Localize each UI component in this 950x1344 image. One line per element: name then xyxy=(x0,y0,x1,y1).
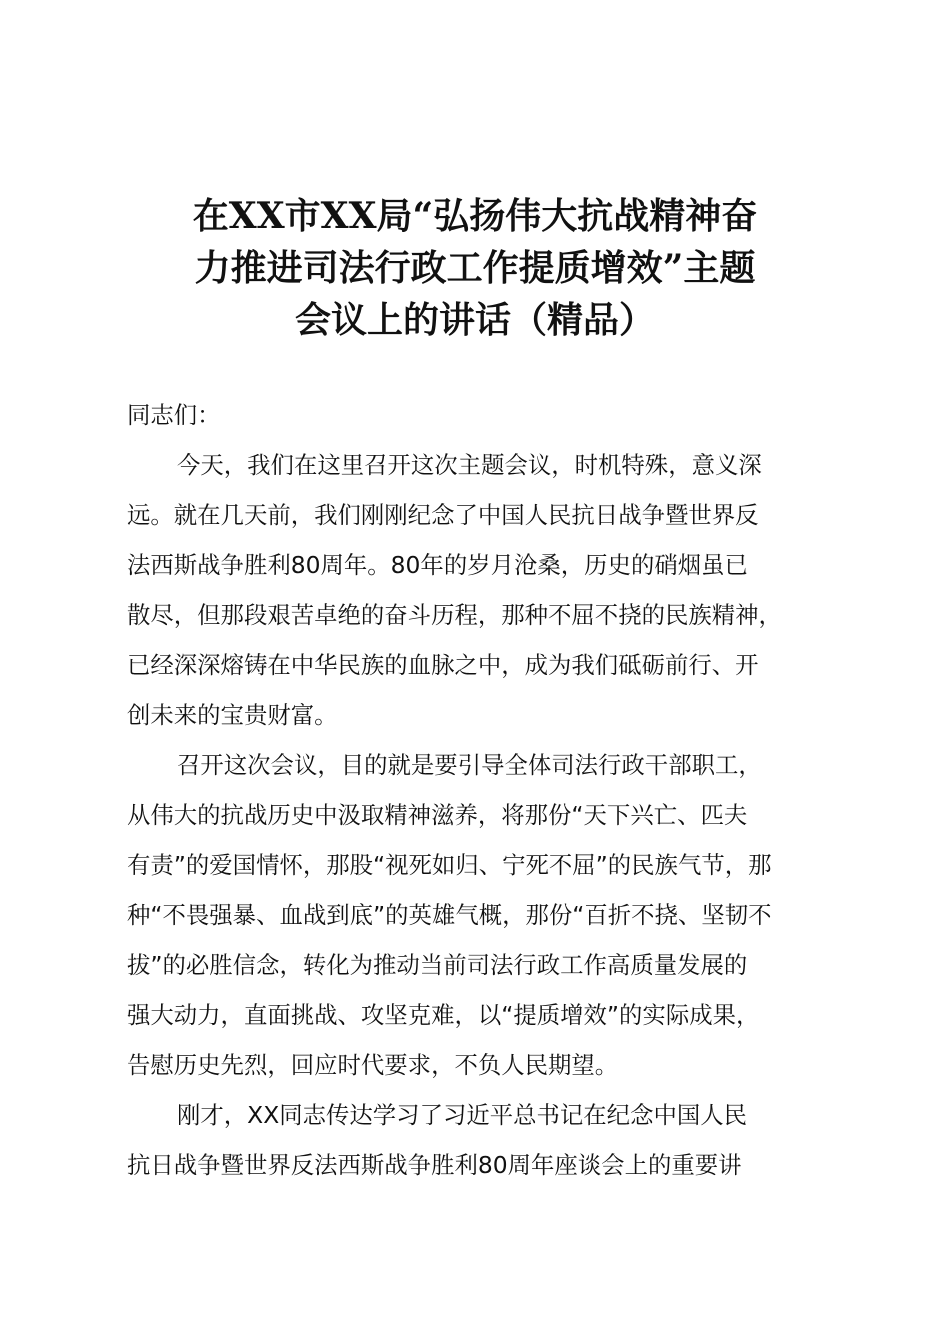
title-line: 在XX市XX局“弘扬伟大抗战精神奋 xyxy=(192,195,758,237)
text-line: 从伟大的抗战历史中汲取精神滋养，将那份“天下兴亡、匹夫 xyxy=(127,801,748,829)
title-line: 会议上的讲话（精品） xyxy=(294,299,655,341)
text-line: 散尽，但那段艰苦卓绝的奋斗历程，那种不屈不挠的民族精神， xyxy=(127,601,782,629)
text-line: 远。就在几天前，我们刚刚纪念了中国人民抗日战争暨世界反 xyxy=(127,501,759,529)
paragraph-1 xyxy=(127,440,827,740)
salutation: 同志们： xyxy=(127,401,221,429)
document-title xyxy=(120,190,830,346)
text-line: 强大动力，直面挑战、攻坚克难，以“提质增效”的实际成果， xyxy=(127,1001,760,1029)
document-body xyxy=(127,390,827,1190)
text-line: 创未来的宝贵财富。 xyxy=(127,701,338,729)
text-line: 种“不畏强暴、血战到底”的英雄气概，那份“百折不挠、坚韧不 xyxy=(127,901,772,929)
text-line: 今天，我们在这里召开这次主题会议，时机特殊，意义深 xyxy=(177,451,762,479)
text-line: 有责”的爱国情怀，那股“视死如归、宁死不屈”的民族气节，那 xyxy=(127,851,772,879)
text-line: 抗日战争暨世界反法西斯战争胜利80周年座谈会上的重要讲 xyxy=(127,1151,742,1179)
paragraph-3 xyxy=(127,1090,827,1190)
text-line: 法西斯战争胜利80周年。80年的岁月沧桑，历史的硝烟虽已 xyxy=(127,551,748,579)
text-line: 告慰历史先烈，回应时代要求，不负人民期望。 xyxy=(127,1051,619,1079)
text-line: 刚才，XX同志传达学习了习近平总书记在纪念中国人民 xyxy=(177,1101,748,1129)
text-line: 拔”的必胜信念，转化为推动当前司法行政工作高质量发展的 xyxy=(127,951,748,979)
paragraph-2 xyxy=(127,740,827,1090)
title-line: 力推进司法行政工作提质增效”主题 xyxy=(194,247,756,289)
text-line: 已经深深熔铸在中华民族的血脉之中，成为我们砥砺前行、开 xyxy=(127,651,759,679)
text-line: 召开这次会议，目的就是要引导全体司法行政干部职工， xyxy=(177,751,762,779)
